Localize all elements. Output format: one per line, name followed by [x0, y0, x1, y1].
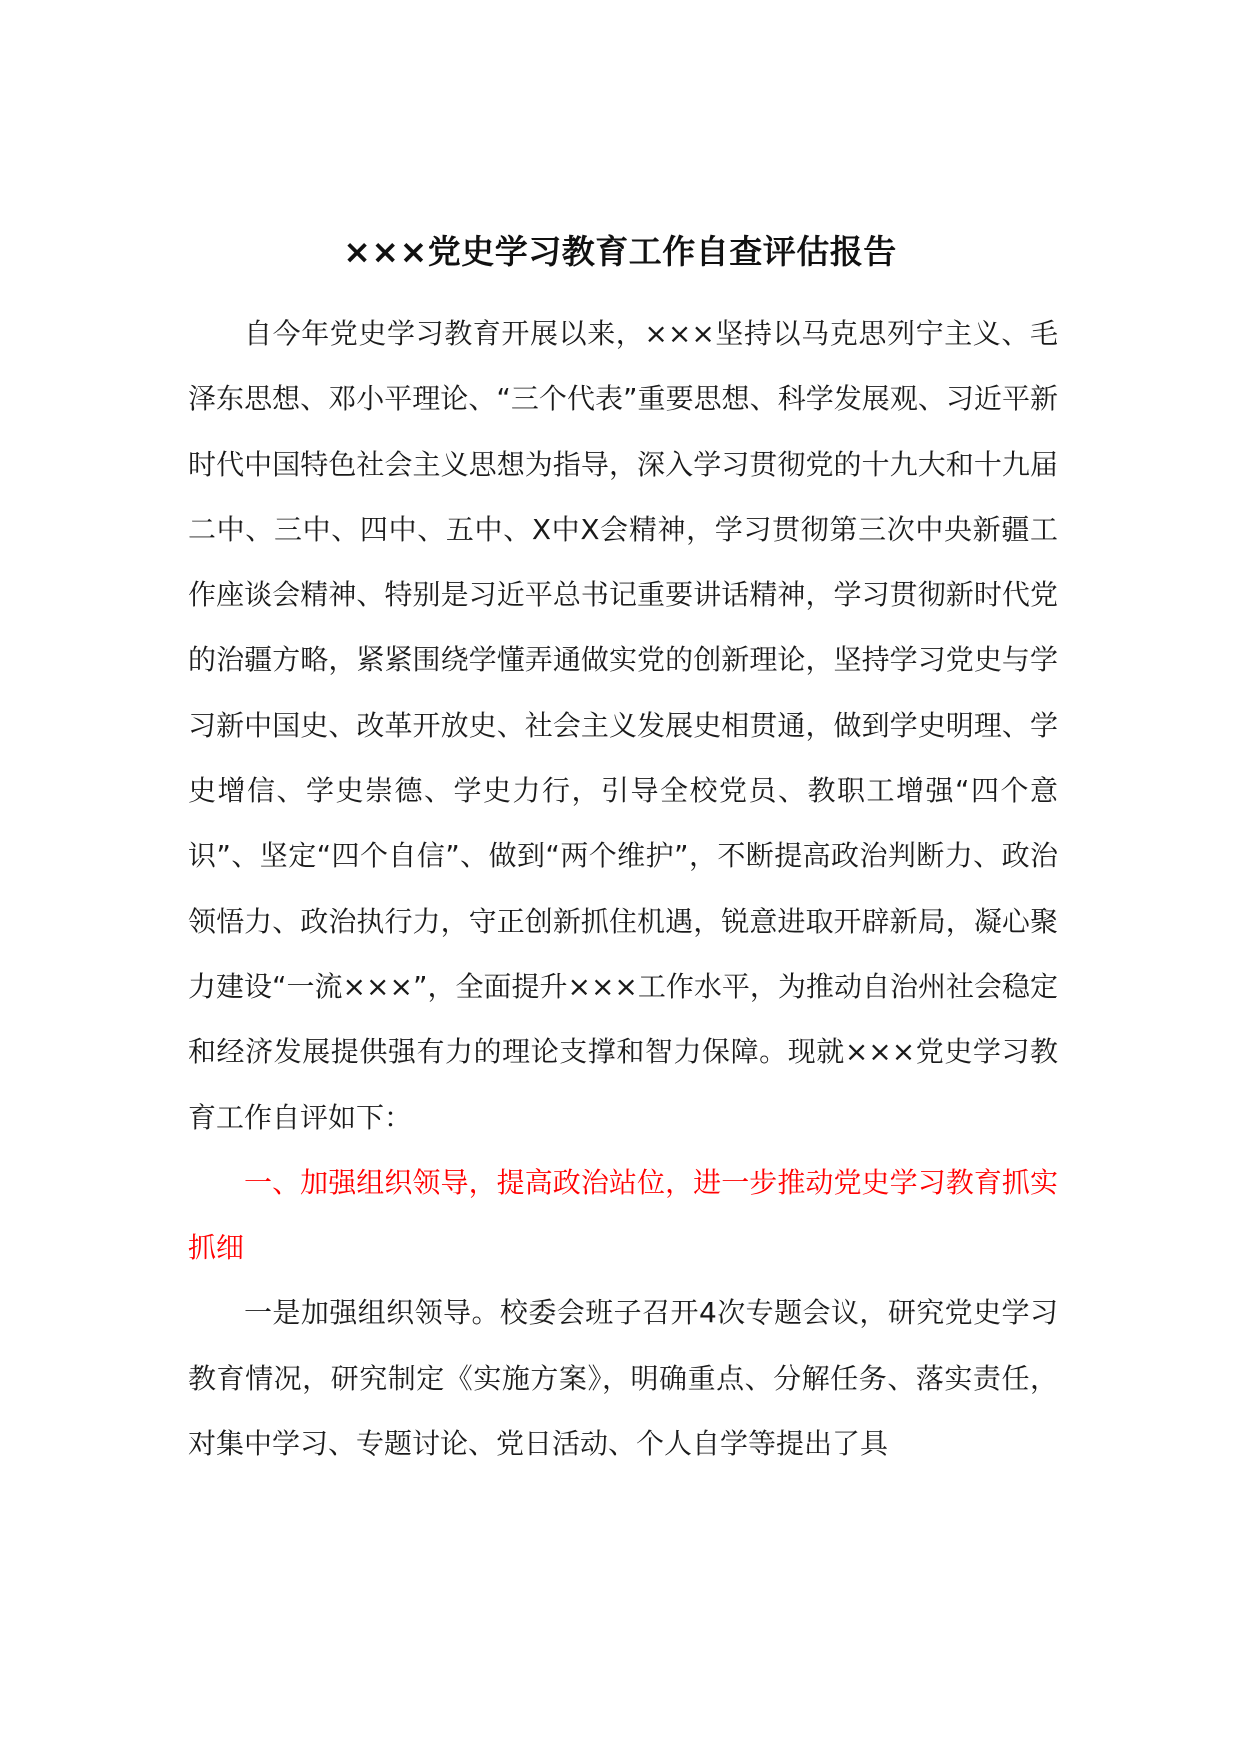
section-heading-1: 一、加强组织领导，提高政治站位，进一步推动党史学习教育抓实抓细	[188, 1165, 1058, 1265]
section-1-paragraph-1: 一是加强组织领导。校委会班子召开4次专题会议，研究党史学习教育情况，研究制定《实施方案》，明确重点、分解任务、落实责任，对集中学习、专题讨论、党日活动、个人自学等提出了具	[188, 1296, 1058, 1461]
intro-paragraph: 自今年党史学习教育开展以来，×××坚持以马克思列宁主义、毛泽东思想、邓小平理论、“三个代表”重要思想、科学发展观、习近平新时代中国特色社会主义思想为指导，深入学习贯彻党的十九大和十九届二中、三中、四中、五中、X中X会精神，学习贯彻第三次中央新疆工作座谈会精神、特别是习近平总书记重要讲话精神，学习贯彻新时代党的治疆方略，紧紧围绕学懂弄通做实党的创新理论，坚持学习党史与学习新中国史、改革开放史、社会主义发展史相贯通，做到学史明理、学史增信、学史崇德、学史力行，引导全校党员、教职工增强“四个意识”、坚定“四个自信”、做到“两个维护”，不断提高政治判断力、政治领悟力、政治执行力，守正创新抓住机遇，锐意进取开辟新局，凝心聚力建设“一流×××”，全面提升×××工作水平，为推动自治州社会稳定和经济发展提供强有力的理论支撑和智力保障。现就×××党史学习教育工作自评如下：	[188, 317, 1058, 1134]
document-title: ×××党史学习教育工作自查评估报告	[343, 232, 897, 272]
document-body	[188, 301, 1058, 1476]
